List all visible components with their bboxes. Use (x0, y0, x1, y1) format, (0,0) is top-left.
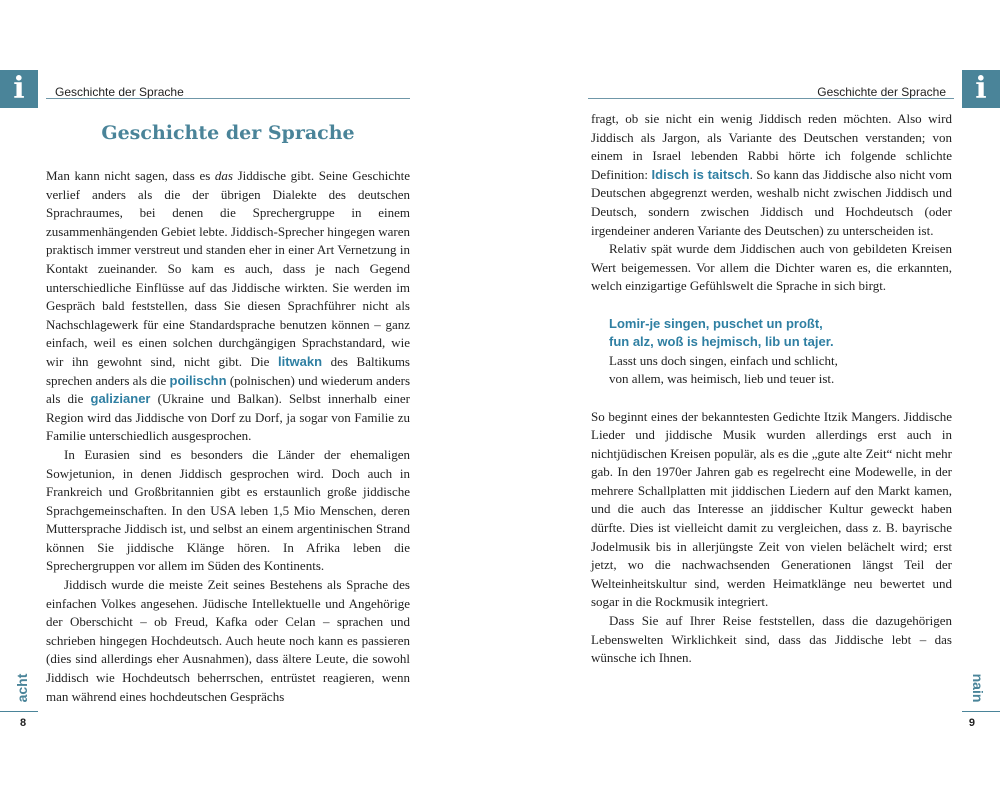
page-number: 9 (968, 717, 975, 729)
info-icon: i (0, 70, 38, 108)
yiddish-term: litwakn (277, 353, 323, 369)
text-run: Jiddische gibt. Seine Geschichte verlief anders als die der übrigen Dialekte des deutschen Sprachraumes, bei denen die Sprechergruppe in einem zusammenhängenden Gebiet lebte. Jiddisch-Sprecher hingegen waren praktisch immer verstreut und standen eher in einer Art Vernetzung in Kontakt zueinander. So kam es auch, dass je nach Gegend unterschiedliche Einflüsse auf das Jiddische wirkten. Sie werden im Gespräch bald feststellen, dass Sie diesen Sprachführer nicht als Nachschlagewerk für eine Standardsprache benutzen können – ganz einfach, weil es einen solchen durchgängigen Sprachstandard, wie wir ihn gewohnt sind, nicht gibt. Die (46, 168, 410, 369)
running-head: Geschichte der Sprache (55, 85, 184, 99)
poem-yiddish-line: Lomir-je singen, puschet un proßt, (609, 315, 823, 331)
yiddish-term: poilischn (169, 372, 227, 388)
text-run: Man kann nicht sagen, dass es (46, 168, 215, 183)
paragraph: So beginnt eines der bekanntesten Gedichte Itzik Mangers. Jiddische Lieder und jiddische Musik wurden allerdings erst auch in nichtjüdischen Kreisen populär, als es die „gute alte Zeit“ nicht mehr gab. In den 1970er Jahren gab es regelrecht eine Modewelle, in der mehrere Schallplatten mit jiddischen Liedern auf den Markt kamen, und die auch das Interesse an jiddischer Kultur geweckt haben dürfte. Dies ist vielleicht damit zu vergleichen, dass z. B. bayrische Jodelmusik bis in allerjüngste Zeit von vielen belächelt wird; erst jetzt, wo die nachwachsenden Generationen längst Teil der Welteinheitskultur sind, werden Heimatklänge neu bewertet und sogar in die Rockmusik integriert. (591, 408, 952, 610)
paragraph: Relativ spät wurde dem Jiddischen auch von gebildeten Kreisen Wert beigemessen. Vor allem die Dichter waren es, die erkannten, welch einzigartige Gefühlswelt die Sprache in sich birgt. (591, 241, 952, 294)
yiddish-term: galizianer (90, 391, 151, 407)
text-run: fragt, ob sie nicht ein wenig Jiddisch reden möchten. Also wird Jiddisch als Jargon, als Variante des Deutschen verstanden; von einem in Israel lebenden Rabbi hörte ich folgende schlichte Definition: (591, 111, 952, 182)
paragraph: In Eurasien sind es besonders die Länder der ehemaligen Sowjetunion, in denen Jiddisch gesprochen wird. Doch auch in Frankreich und Großbritannien gibt es erstaunlich große jiddische Sprachgemeinschaften. In den USA leben 1,5 Mio Menschen, deren Muttersprache Jiddisch ist, und selbst an einem argentinischen Strand können Sie jiddische Klänge hören. In Afrika leben die Sprechergruppen vor allem im Süden des Kontinents. (46, 446, 410, 574)
footer-rule (962, 711, 1000, 712)
side-page-word: nain (970, 673, 986, 703)
text-run: . So kann das Jiddische also nicht vom Deutschen abgegrenzt werden, weshalb nicht zwischen Jiddisch und Deutsch, sondern zwischen Jiddisch und Hochdeutsch (oder irgendeiner anderen Variante des Deutschen) zu unterscheiden ist. (591, 166, 952, 238)
info-icon: i (962, 70, 1000, 108)
poem-quote (609, 315, 952, 389)
footer-rule (0, 711, 38, 712)
side-page-word: acht (14, 673, 30, 703)
text-run: (Ukraine und Balkan). Selbst innerhalb einer Region wird das Jiddische von Dorf zu Dorf, ja sogar von Familie zu Familie unterschiedlich ausgesprochen. (46, 391, 410, 444)
paragraph: Dass Sie auf Ihrer Reise feststellen, dass die dazugehörigen Lebenswelten Wirklichkeit sind, dass das Jiddische lebt – das wünsche ich Ihnen. (591, 613, 952, 666)
paragraph (591, 110, 952, 240)
text-run: des Baltikums sprechen anders als die (46, 353, 410, 388)
body-text (591, 110, 952, 668)
paragraph: Jiddisch wurde die meiste Zeit seines Bestehens als Sprache des einfachen Volkes angesehen. Jüdische Intellektuelle und Angehörige der Oberschicht – ob Freud, Kafka oder Celan – sprachen und schrieben hingegen Hochdeutsch. Auch heute noch kann es passieren (dies sind allerdings eher Ausnahmen), dass ältere Leute, die sowohl Jiddisch wie Hochdeutsch beherrschen, entrüstet reagieren, wenn man während eines hochdeutschen Gesprächs (46, 577, 410, 704)
body-text (46, 167, 410, 706)
chapter-title: Geschichte der Sprache (101, 122, 355, 144)
poem-translation-line: von allem, was heimisch, lieb und teuer ist. (609, 371, 835, 387)
yiddish-term: Idisch is taitsch (651, 166, 750, 182)
emphasis: das (214, 168, 233, 183)
right-page (500, 0, 1000, 800)
poem-translation-line: Lasst uns doch singen, einfach und schlicht, (609, 352, 838, 368)
running-head: Geschichte der Sprache (817, 85, 946, 99)
paragraph (46, 167, 410, 446)
poem-yiddish-line: fun alz, woß is hejmisch, lib un tajer. (609, 334, 834, 350)
text-run: (polnischen) und wiederum anders als die (46, 372, 410, 407)
page-number: 8 (20, 717, 27, 729)
header-rule (588, 98, 954, 99)
header-rule (46, 98, 410, 99)
